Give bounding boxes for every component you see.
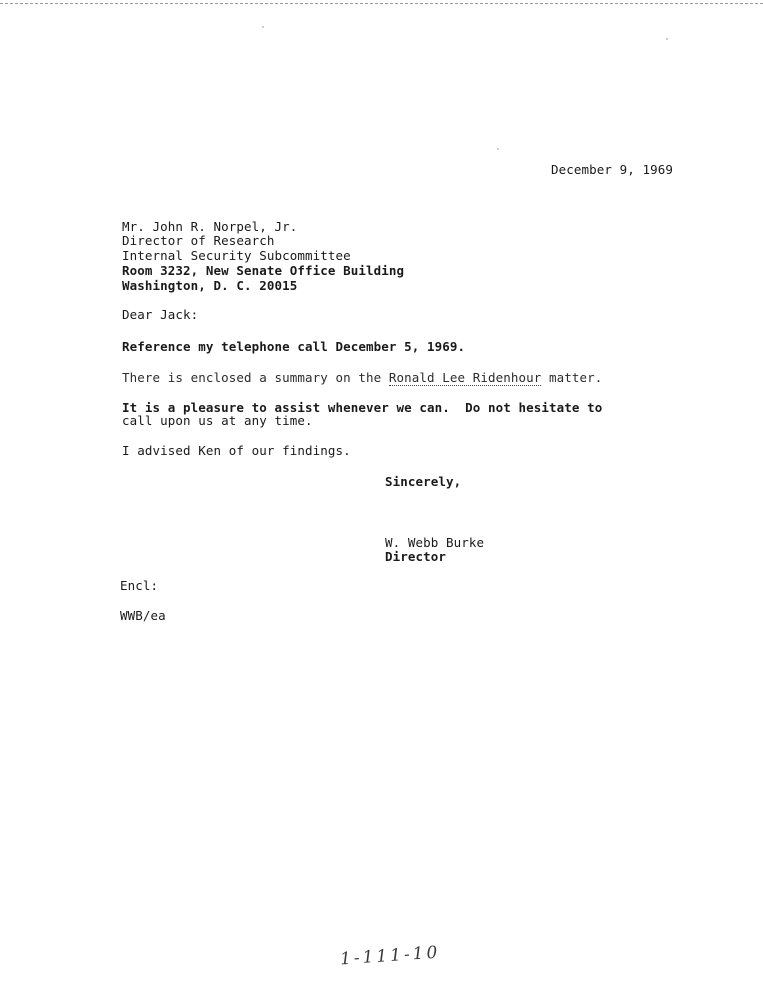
letter-date: December 9, 1969 <box>551 162 674 177</box>
recipient-name: Mr. John R. Norpel, Jr. <box>122 219 298 234</box>
recipient-organization: Internal Security Subcommittee <box>122 248 351 263</box>
salutation: Dear Jack: <box>122 307 199 322</box>
recipient-title: Director of Research <box>122 233 275 248</box>
paragraph-enclosure <box>122 370 602 385</box>
paragraph-reference: Reference my telephone call December 5, 1969. <box>122 339 466 354</box>
signature-name: W. Webb Burke <box>385 535 485 550</box>
scan-speck <box>497 148 499 150</box>
scan-speck <box>262 26 264 28</box>
closing: Sincerely, <box>385 474 462 489</box>
paragraph-assist-line2: call upon us at any time. <box>122 413 313 428</box>
typist-initials: WWB/ea <box>120 608 166 623</box>
enclosure-note: Encl: <box>120 578 159 593</box>
subject-name-underlined: Ronald Lee Ridenhour <box>388 370 542 385</box>
paragraph-enclosure-before: There is enclosed a summary on the <box>122 370 389 385</box>
scan-speck <box>666 38 668 40</box>
recipient-address-room: Room 3232, New Senate Office Building <box>122 263 405 278</box>
paragraph-assist-line1: It is a pleasure to assist whenever we can. Do not hesitate to <box>122 400 603 415</box>
top-edge-border <box>0 3 763 4</box>
paragraph-enclosure-after: matter. <box>541 370 603 385</box>
handwritten-file-number: 1-111-10 <box>339 942 441 970</box>
paragraph-advised: I advised Ken of our findings. <box>122 443 351 458</box>
signature-title: Director <box>385 549 447 564</box>
recipient-address-city: Washington, D. C. 20015 <box>122 278 298 293</box>
